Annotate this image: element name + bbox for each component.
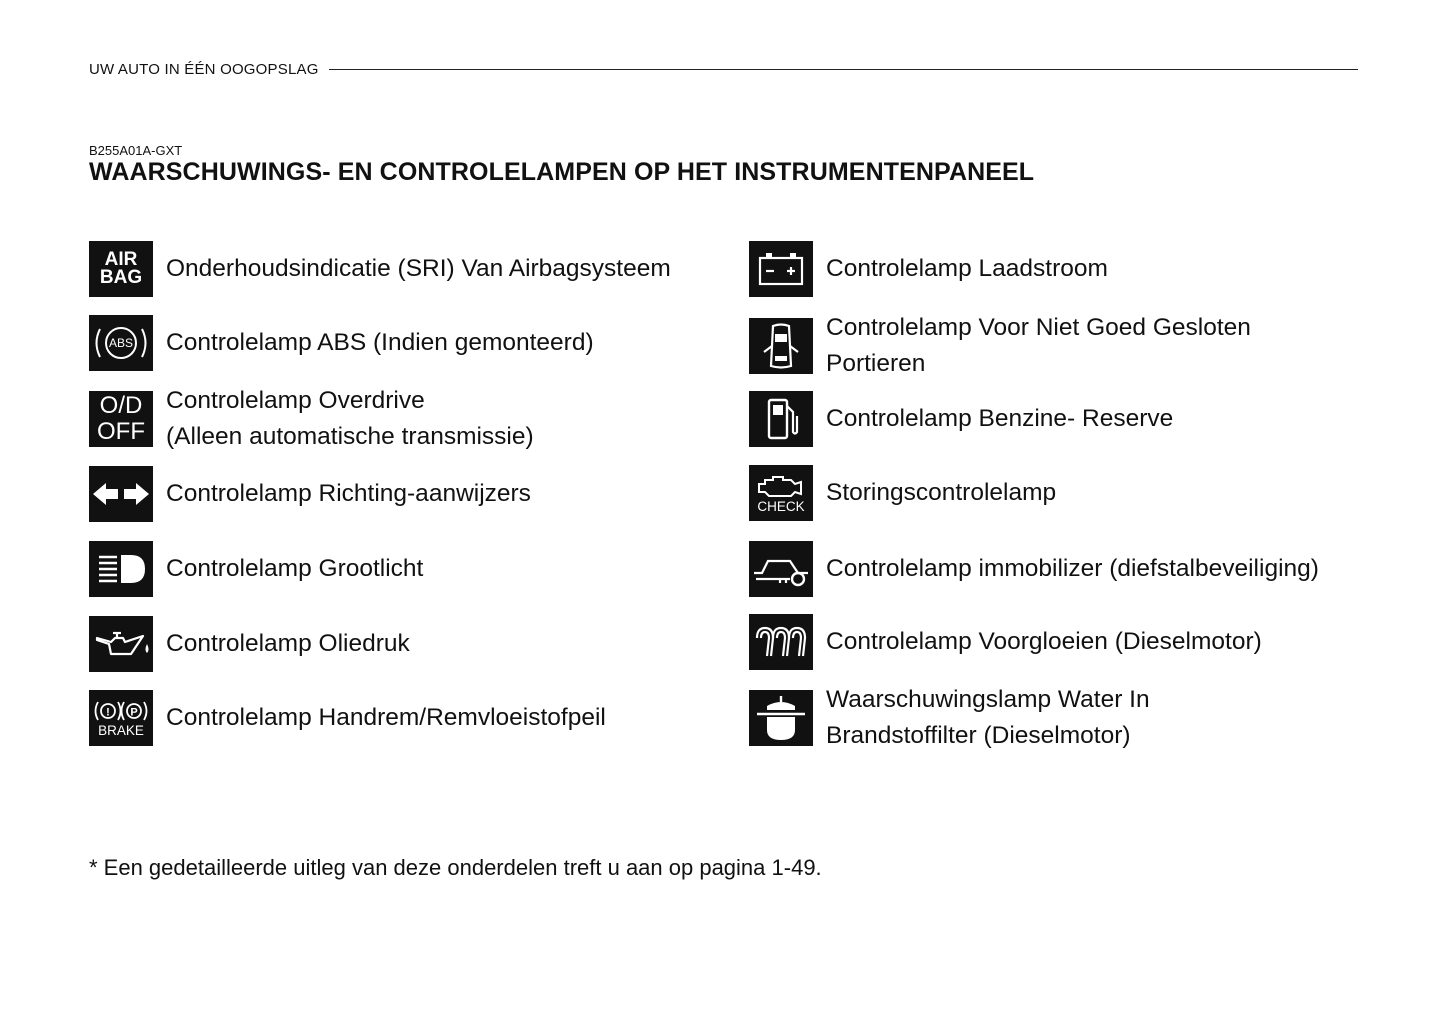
item-label: Storingscontrolelamp <box>826 479 1057 506</box>
list-item-oil-pressure <box>89 616 410 672</box>
item-label: Controlelamp Laadstroom <box>826 255 1108 282</box>
immobilizer-key-icon <box>749 541 813 597</box>
svg-text:!: ! <box>106 706 110 719</box>
list-item-fuel <box>749 391 1173 447</box>
page-title: WAARSCHUWINGS- EN CONTROLELAMPEN OP HET INSTRUMENTENPANEEL <box>89 158 1035 186</box>
list-item-water-in-fuel <box>749 682 1150 754</box>
item-label: Onderhoudsindicatie (SRI) Van Airbagsysteem <box>166 255 671 282</box>
footnote: * Een gedetailleerde uitleg van deze onderdelen treft u aan op pagina 1-49. <box>89 855 822 880</box>
item-label: Controlelamp Benzine- Reserve <box>826 405 1174 432</box>
section-title: UW AUTO IN ÉÉN OOGOPSLAG <box>89 60 319 78</box>
turn-signal-arrows-icon <box>89 466 153 522</box>
glow-plug-icon <box>749 614 813 670</box>
check-engine-icon: CHECK <box>749 465 813 521</box>
svg-text:P: P <box>130 706 138 719</box>
list-item-turn-signals <box>89 466 531 522</box>
item-label: Waarschuwingslamp Water In Brandstoffilter (Dieselmotor) <box>826 686 1150 749</box>
list-item-immobilizer <box>749 541 1319 597</box>
list-item-brake <box>89 690 606 746</box>
item-label: Controlelamp Oliedruk <box>166 630 410 657</box>
item-label: Controlelamp Handrem/Remvloeistofpeil <box>166 704 606 731</box>
list-item-overdrive <box>89 383 534 455</box>
list-item-door <box>749 310 1251 382</box>
battery-icon <box>749 241 813 297</box>
door-open-icon <box>749 318 813 374</box>
list-item-check-engine <box>749 465 1056 521</box>
list-item-battery <box>749 241 1108 297</box>
water-in-fuel-icon <box>749 690 813 746</box>
list-item-high-beam <box>89 541 423 597</box>
item-label: Controlelamp Richting-aanwijzers <box>166 480 531 507</box>
airbag-icon: AIR BAG <box>89 241 153 297</box>
list-item-glow-plug <box>749 614 1262 670</box>
brake-icon: ! P BRAKE <box>89 690 153 746</box>
item-label: Controlelamp Voor Niet Goed Gesloten Portieren <box>826 314 1251 377</box>
fuel-pump-icon <box>749 391 813 447</box>
item-label: Controlelamp Voorgloeien (Dieselmotor) <box>826 628 1262 655</box>
overdrive-off-icon: O/D OFF <box>89 391 153 447</box>
oil-can-icon <box>89 616 153 672</box>
list-item-airbag <box>89 241 671 297</box>
item-label: Controlelamp immobilizer (diefstalbeveiliging) <box>826 555 1319 582</box>
page-header <box>89 58 1358 80</box>
header-divider <box>329 69 1358 70</box>
item-label: Controlelamp Overdrive (Alleen automatische transmissie) <box>166 387 534 450</box>
item-label: Controlelamp Grootlicht <box>166 555 424 582</box>
item-label: Controlelamp ABS (Indien gemonteerd) <box>166 329 594 356</box>
abs-icon: ABS <box>89 315 153 371</box>
document-code: B255A01A-GXT <box>89 143 183 158</box>
list-item-abs <box>89 315 594 371</box>
high-beam-icon <box>89 541 153 597</box>
